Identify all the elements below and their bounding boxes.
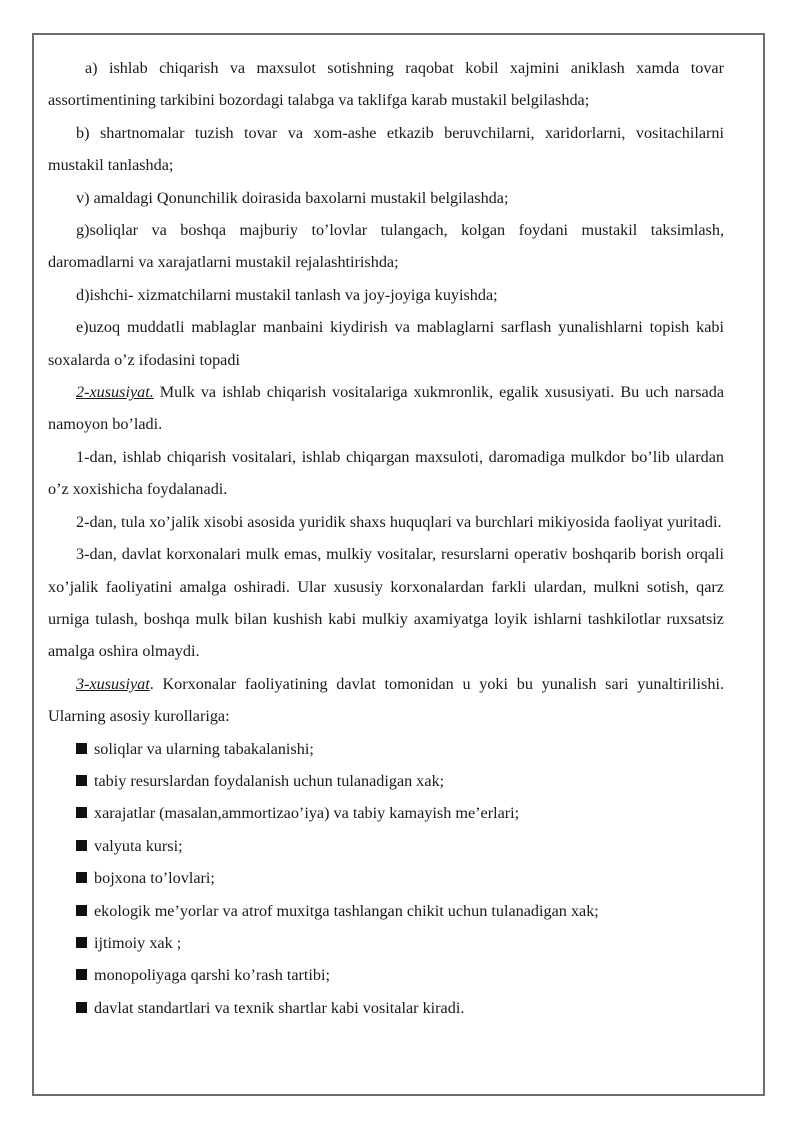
square-bullet-icon <box>76 872 87 883</box>
paragraph-e: e)uzoq muddatli mablaglar manbaini kiydirish va mablaglarni sarflash yunalishlarni topish kabi soxalarda o’z ifodasini topadi <box>48 318 724 369</box>
list-item: xarajatlar (masalan,ammortizao’iya) va tabiy kamayish me’erlari; <box>48 797 724 829</box>
square-bullet-icon <box>76 1002 87 1013</box>
document-body <box>48 52 724 1024</box>
feature-3-heading: 3-xususiyat <box>76 674 150 693</box>
square-bullet-icon <box>76 743 87 754</box>
paragraph-third: 3-dan, davlat korxonalari mulk emas, mulkiy vositalar, resurslarni operativ boshqarib borish orqali xo’jalik faoliyatini amalga oshiradi. Ular xususiy korxonalardan farkli ulardan, mulkni sotish, qarz urniga tulash, boshqa mulk bilan kushish kabi mulkiy axamiyatga loyik ishlarni tashkilotlar ruxsatsiz amalga oshira olmaydi. <box>48 545 724 661</box>
feature-2-heading: 2-xususiyat. <box>76 383 154 402</box>
list-item: soliqlar va ularning tabakalanishi; <box>48 733 724 765</box>
list-item: ekologik me’yorlar va atrof muxitga tashlangan chikit uchun tulanadigan xak; <box>48 895 724 927</box>
paragraph-a: a) ishlab chiqarish va maxsulot sotishning raqobat kobil xajmini aniklash xamda tovar assortimentining tarkibini bozordagi talabga va taklifga karab mustakil belgilashda; <box>48 59 724 110</box>
feature-2-text: Mulk va ishlab chiqarish vositalariga xukmronlik, egalik xususiyati. Bu uch narsada namoyon bo’ladi. <box>48 383 724 434</box>
square-bullet-icon <box>76 807 87 818</box>
square-bullet-icon <box>76 937 87 948</box>
list-item: monopoliyaga qarshi ko’rash tartibi; <box>48 959 724 991</box>
feature-3-text: . Korxonalar faoliyatining davlat tomonidan u yoki bu yunalish sari yunaltirilishi. Ularning asosiy kurollariga: <box>48 674 724 726</box>
feature-2-paragraph <box>48 376 724 441</box>
paragraph-g: g)soliqlar va boshqa majburiy to’lovlar tulangach, kolgan foydani mustakil taksimlash, daromadlarni va xarajatlarni mustakil rejalashtirishda; <box>48 221 724 272</box>
list-item: valyuta kursi; <box>48 830 724 862</box>
square-bullet-icon <box>76 905 87 916</box>
paragraph-b: b) shartnomalar tuzish tovar va xom-ashe etkazib beruvchilarni, xaridorlarni, vositachilarni mustakil tanlashda; <box>48 123 724 175</box>
list-item: tabiy resurslardan foydalanish uchun tulanadigan xak; <box>48 765 724 797</box>
paragraph-first: 1-dan, ishlab chiqarish vositalari, ishlab chiqargan maxsuloti, daromadiga mulkdor bo’lib ulardan o’z xoxishicha foydalanadi. <box>48 447 724 499</box>
feature-3-paragraph <box>48 668 724 733</box>
paragraph-second: 2-dan, tula xo’jalik xisobi asosida yuridik shaxs huquqlari va burchlari mikiyosida faoliyat yuritadi. <box>76 512 722 531</box>
square-bullet-icon <box>76 775 87 786</box>
list-item: bojxona to’lovlari; <box>48 862 724 894</box>
square-bullet-icon <box>76 840 87 851</box>
paragraph-v: v) amaldagi Qonunchilik doirasida baxolarni mustakil belgilashda; <box>76 188 509 207</box>
instrument-list <box>48 733 724 1025</box>
paragraph-d: d)ishchi- xizmatchilarni mustakil tanlash va joy-joyiga kuyishda; <box>76 285 498 304</box>
square-bullet-icon <box>76 969 87 980</box>
list-item: ijtimoiy xak ; <box>48 927 724 959</box>
list-item: davlat standartlari va texnik shartlar kabi vositalar kiradi. <box>48 992 724 1024</box>
